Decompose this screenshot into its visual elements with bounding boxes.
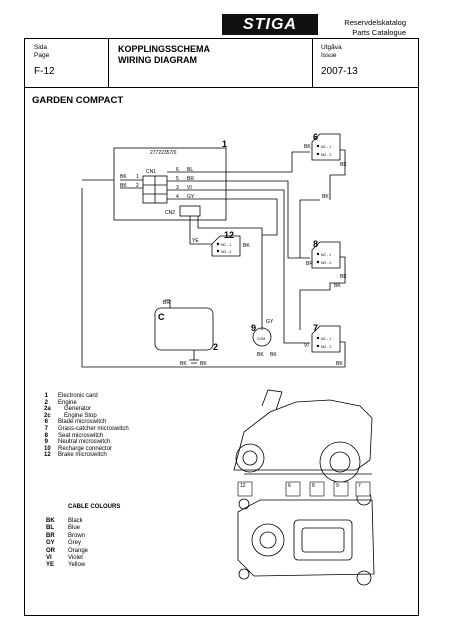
legend-row <box>44 413 129 420</box>
cable-row <box>46 548 88 555</box>
com-label-9: COM <box>257 337 266 341</box>
nc-label-12: NC - 1 <box>221 243 232 247</box>
wire-label-gy-9: GY <box>266 319 274 325</box>
cable-row <box>46 562 88 569</box>
wire-label-bk-6c: BK <box>322 194 329 200</box>
cable-code: BL <box>46 525 54 532</box>
wire-label-vi-7: VI <box>304 343 309 349</box>
wire-label-bk-7: BK <box>336 361 343 367</box>
legend-num: 1 <box>44 393 48 399</box>
cn1-label: CN1 <box>146 169 157 175</box>
legend-row <box>44 406 129 413</box>
num-7: 7 <box>313 323 319 333</box>
wire-label-bk-8: BK <box>340 274 347 280</box>
legend-row <box>44 400 129 407</box>
brand-text: STIGA <box>243 15 297 33</box>
legend-label: Recharge connector <box>58 445 113 452</box>
pin-6: 6 <box>176 167 179 173</box>
no-label-8: NO - 2 <box>321 261 332 265</box>
cable-colour: Blue <box>68 525 81 532</box>
nc-label-8: NC - 1 <box>321 253 332 257</box>
num-8: 8 <box>313 239 319 249</box>
cn2-block <box>180 206 200 216</box>
tractor-label-6: 6 <box>288 483 291 489</box>
tractor-label-8: 8 <box>312 483 315 489</box>
cable-code: BR <box>46 532 55 539</box>
legend-num: 2 <box>44 399 48 406</box>
nc-label-6: NC - 1 <box>321 145 332 149</box>
title-sv: KOPPLINGSSCHEMA <box>118 44 211 54</box>
cn2-label: CN2 <box>165 210 176 216</box>
num-9: 9 <box>251 323 257 333</box>
legend-label: Grass-catcher microswitch <box>58 425 129 432</box>
wire-label-bk-8b: BK <box>334 283 341 289</box>
wire-label-bk-engine-b: BK <box>200 361 207 367</box>
wire-label-bk-12: BK <box>243 243 250 249</box>
legend-row <box>44 446 129 453</box>
tractor-label-9: 9 <box>336 483 339 489</box>
legend-label: Blade microswitch <box>58 419 107 426</box>
tractor-label-12: 12 <box>240 483 246 489</box>
legend-label: Generator <box>64 406 92 413</box>
cable-colour: Orange <box>68 547 89 554</box>
legend-num: 8 <box>44 432 48 439</box>
pin-4: 4 <box>176 194 179 200</box>
cable-row <box>46 525 88 532</box>
legend-num: 2a <box>44 406 51 413</box>
cable-row <box>46 518 88 525</box>
wire-label-bk-2: BK <box>120 183 127 189</box>
wire-label-ye: YE <box>192 238 199 244</box>
num-12: 12 <box>224 230 235 240</box>
card-part-no: 27722357/0 <box>150 150 177 156</box>
legend-row <box>44 452 129 459</box>
cable-row <box>46 540 88 547</box>
tractor-label-7: 7 <box>358 483 361 489</box>
legend-row <box>44 419 129 426</box>
legend-label: Brake microswitch <box>58 452 107 459</box>
legend-label: Seat microswitch <box>58 432 104 439</box>
legend-label: Engine <box>58 399 77 406</box>
no-label-12: NO - 2 <box>221 250 232 254</box>
legend-label: Neutral microswitch <box>58 439 111 446</box>
cable-colour: Yellow <box>68 562 86 569</box>
legend-row <box>44 393 129 400</box>
cable-colour: Brown <box>68 532 86 539</box>
cable-row <box>46 533 88 540</box>
wire-label-br: BR <box>187 176 194 182</box>
wire-label-br-engine: BR <box>163 300 170 306</box>
legend-row <box>44 439 129 446</box>
cable-row <box>46 555 88 562</box>
legend-num: 12 <box>44 452 51 459</box>
wire-label-bl: BL <box>187 167 194 173</box>
catalog-en: Parts Catalogue <box>352 28 406 37</box>
legend-num: 2c <box>44 412 51 419</box>
page-label-en: Page <box>34 52 50 59</box>
num-6: 6 <box>313 132 319 142</box>
cable-code: VI <box>46 555 52 562</box>
issue-label-sv: Utgåva <box>321 44 342 51</box>
legend-label: Electronic card <box>58 393 98 399</box>
cable-code: OR <box>46 547 55 554</box>
wire-label-bk-9: BK <box>257 352 264 358</box>
legend-row <box>44 433 129 440</box>
wire-label-bk-engine: BK <box>180 361 187 367</box>
wire-label-bk-9b: BK <box>270 352 277 358</box>
wire-label-br-8: BR <box>306 261 313 267</box>
issue-value: 2007-13 <box>321 66 358 77</box>
pin-2: 2 <box>136 183 139 189</box>
cable-code: BK <box>46 518 55 524</box>
wire-label-bk-6: BK <box>304 144 311 150</box>
wire-label-vi: VI <box>187 185 192 191</box>
wire-label-gy: GY <box>187 194 195 200</box>
page-label-sv: Sida <box>34 44 48 51</box>
no-label-6: NO - 2 <box>321 153 332 157</box>
title-en: WIRING DIAGRAM <box>118 55 197 65</box>
engine-c-label: C <box>158 312 165 322</box>
no-label-7: NO - 2 <box>321 345 332 349</box>
legend-row <box>44 426 129 433</box>
legend-label: Engine Stop <box>64 412 97 419</box>
tractor-illustration <box>234 390 374 585</box>
pin-1: 1 <box>136 174 139 180</box>
num-1: 1 <box>222 139 228 149</box>
ground-icon <box>189 350 199 363</box>
cable-code: YE <box>46 562 55 569</box>
legend-num: 10 <box>44 445 51 452</box>
legend-num: 9 <box>44 439 48 446</box>
issue-label-en: Issue <box>321 52 337 59</box>
legend-num: 6 <box>44 419 48 426</box>
wire-label-bk-1: BK <box>120 174 127 180</box>
nc-label-7: NC - 1 <box>321 337 332 341</box>
cable-colour: Grey <box>68 540 82 547</box>
num-2: 2 <box>213 342 219 352</box>
pin-3: 3 <box>176 185 179 191</box>
page-code: F-12 <box>34 66 55 77</box>
cable-code: GY <box>46 540 55 547</box>
wire-label-bk-6b: BK <box>340 162 347 168</box>
cable-colour: Black <box>68 518 83 524</box>
section-title: GARDEN COMPACT <box>32 95 124 106</box>
component-legend <box>44 393 129 459</box>
catalog-sv: Reservdelskatalog <box>344 18 406 27</box>
cable-colours-title: CABLE COLOURS <box>68 504 121 510</box>
cable-colours-list <box>46 518 88 570</box>
legend-num: 7 <box>44 425 48 432</box>
pin-5: 5 <box>176 176 179 182</box>
cable-colour: Violet <box>68 555 83 562</box>
